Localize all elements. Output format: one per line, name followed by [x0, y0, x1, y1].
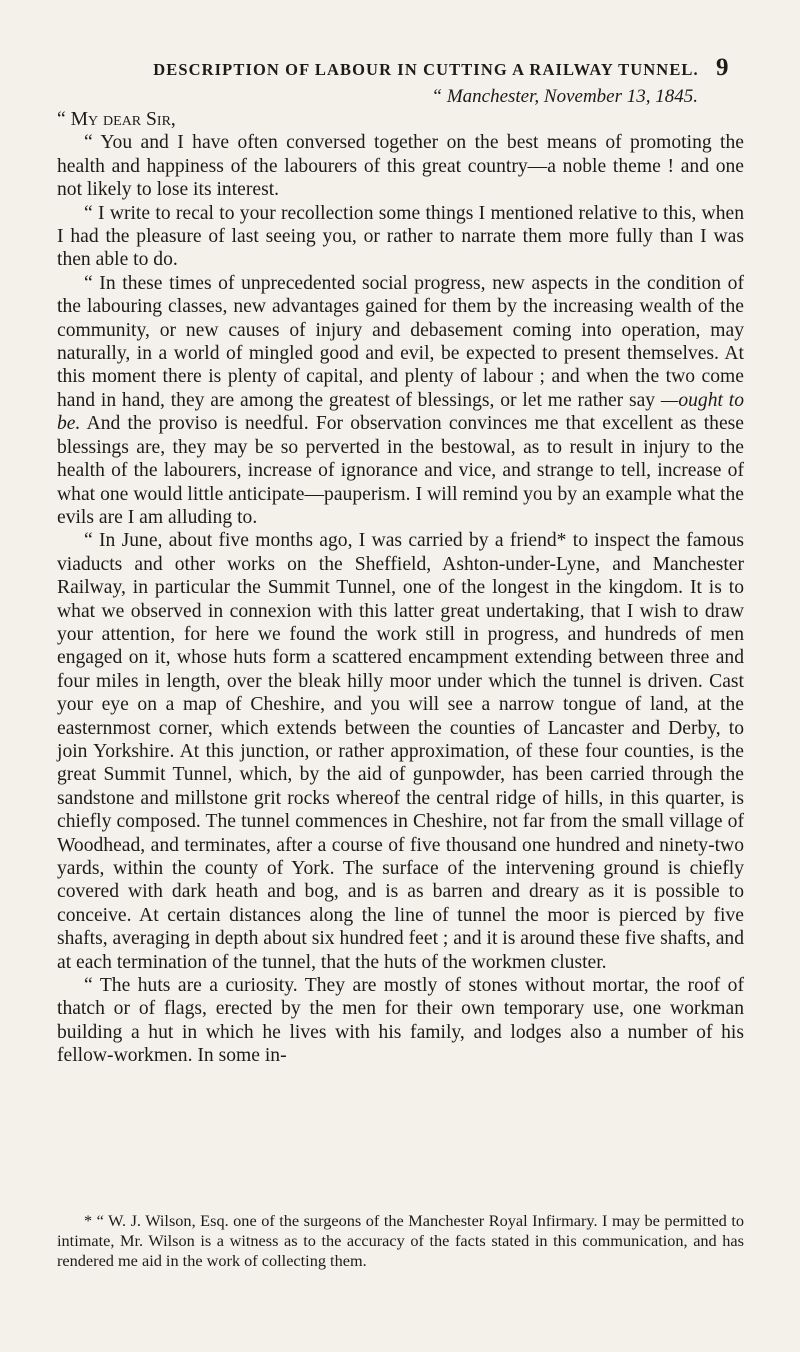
- letter-salutation: “ My dear Sir,: [57, 109, 176, 130]
- paragraph: “ You and I have often conversed together on the best means of promoting the health and happiness of the labourers of this great country—a noble theme ! and one not likely to lose its interest.: [57, 132, 744, 201]
- page-number: 9: [716, 54, 729, 81]
- paragraph-text: “ In these times of unprecedented social progress, new aspects in the condition of the labouring classes, new advantages gained for them by the increasing wealth of the community, or new causes of injury and debasement coming into operation, may naturally, in a world of mingled good and evil, be expected to present themselves. At this moment there is plenty of capital, and plenty of labour ; and when the two come hand in hand, they are among the greatest of blessings, or let me rather say: [57, 272, 744, 411]
- emphasis-text: —ought to be.: [57, 389, 745, 435]
- paragraph: “ I write to recal to your recollection some things I mentioned relative to this, when I had the pleasure of last seeing you, or rather to narrate them more fully than I was then able to do.: [57, 202, 744, 271]
- paragraph: “ The huts are a curiosity. They are mostly of stones without mortar, the roof of thatch or of flags, erected by the men for their own temporary use, one workman building a hut in which he lives with his family, and lodges also a number of his fellow-workmen. In some in-: [57, 975, 744, 1067]
- footnote: [57, 1211, 744, 1272]
- paragraph: [57, 272, 744, 529]
- running-head: DESCRIPTION OF LABOUR IN CUTTING A RAILWAY TUNNEL.: [153, 60, 699, 79]
- letter-dateline: “ Manchester, November 13, 1845.: [431, 86, 698, 107]
- letter-body: [57, 108, 744, 1068]
- paragraph: “ In June, about five months ago, I was carried by a friend* to inspect the famous viaducts and other works on the Sheffield, Ashton-under-Lyne, and Manchester Railway, in particular the Summit Tunnel, one of the longest in the kingdom. It is to what we observed in connexion with this latter great undertaking, that I wish to draw your attention, for here we found the work still in progress, and hundreds of men engaged on it, whose huts form a scattered encampment extending between three and four miles in length, over the bleak hilly moor under which the tunnel is driven. Cast your eye on a map of Cheshire, and you will see a narrow tongue of land, at the easternmost corner, which extends between the counties of Lancaster and Derby, to join Yorkshire. At this junction, or rather approximation, of these four counties, is the great Summit Tunnel, which, by the aid of gunpowder, has been carried through the sandstone and millstone grit rocks whereof the central ridge of hills, in this quarter, is chiefly composed. The tunnel commences in Cheshire, not far from the small village of Woodhead, and terminates, after a course of five thousand one hundred and ninety-two yards, within the county of York. The surface of the intervening ground is chiefly covered with dark heath and bog, and is as barren and dreary as it is possible to conceive. At certain distances along the line of tunnel the moor is pierced by five shafts, averaging in depth about six hundred feet ; and it is around these five shafts, and at each termination of the tunnel, that the huts of the workmen cluster.: [57, 530, 744, 973]
- paragraph-text: And the proviso is needful. For observation convinces me that excellent as these blessings are, they may be so perverted in the bestowal, as to result in injury to the health of the labourers, increase of ignorance and vice, and strange to tell, increase of what one would little anticipate—pauperism. I will remind you by an example what the evils are I am alluding to.: [57, 413, 744, 528]
- footnote-text: * “ W. J. Wilson, Esq. one of the surgeons of the Manchester Royal Infirmary. I may be permitted to intimate, Mr. Wilson is a witness as to the accuracy of the facts stated in this communication, and has rendered me aid in the work of collecting them.: [57, 1211, 744, 1271]
